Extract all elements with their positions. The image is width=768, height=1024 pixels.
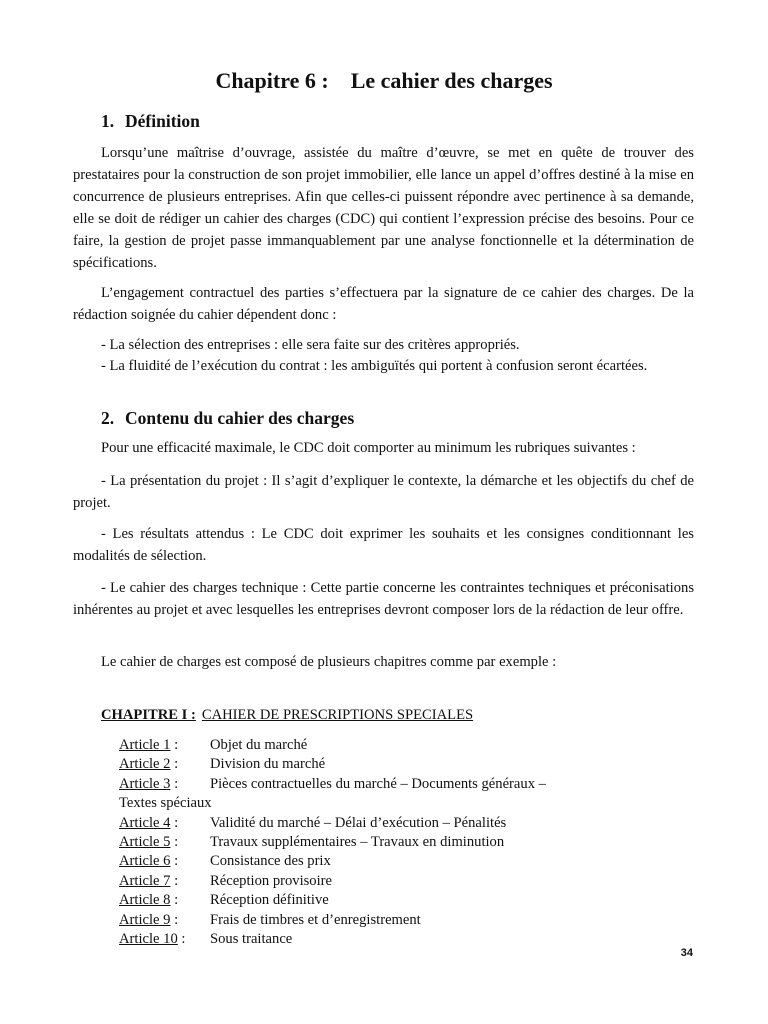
- article-row: Article 10 : Sous traitance: [119, 930, 639, 949]
- section-title: Définition: [125, 111, 200, 131]
- article-row: Article 6 : Consistance des prix: [119, 852, 639, 871]
- article-text: Sous traitance: [210, 930, 293, 947]
- article-continuation: Textes spéciaux: [119, 795, 212, 812]
- article-row: Article 4 : Validité du marché – Délai d’exécution – Pénalités: [119, 814, 639, 833]
- paragraph-chapitres: Le cahier de charges est composé de plusieurs chapitres comme par exemple :: [101, 654, 557, 670]
- paragraph-engagement: L’engagement contractuel des parties s’effectuera par la signature de ce cahier des charges. De la rédaction soignée du cahier dépendent donc :: [73, 285, 694, 323]
- article-text: Objet du marché: [210, 737, 308, 753]
- article-text: Réception provisoire: [210, 872, 332, 889]
- bullet-fluidite: - La fluidité de l’exécution du contrat : les ambiguïtés qui portent à confusion seront écartées.: [101, 358, 648, 374]
- paragraph-definition: Lorsqu’une maîtrise d’ouvrage, assistée du maître d’œuvre, se met en quête de trouver des prestataires pour la construction de son projet immobilier, elle lance un appel d’offres destiné à la mise en concurrence de plusieurs entreprises. Afin que celles-ci puissent répondre avec pertinence à sa demande, elle se doit de rédiger un cahier des charges (CDC) qui contient l’expression précise des besoins. Pour ce faire, la gestion de projet passe immanquablement par une analyse fonctionnelle et la détermination de spécifications.: [73, 145, 694, 271]
- article-text: Division du marché: [210, 756, 326, 773]
- chapter-heading-label: CHAPITRE I :: [101, 707, 196, 723]
- paragraph-intro-contenu: Pour une efficacité maximale, le CDC doit comporter au minimum les rubriques suivantes :: [101, 440, 636, 456]
- article-label: Article 5: [119, 833, 171, 850]
- article-label: Article 10: [119, 930, 178, 947]
- article-text: Pièces contractuelles du marché – Documents généraux –: [210, 775, 546, 792]
- article-text: Frais de timbres et d’enregistrement: [210, 911, 421, 928]
- article-row: Article 2 : Division du marché: [119, 755, 639, 774]
- article-label: Article 7: [119, 872, 171, 889]
- section-heading-definition: [101, 111, 200, 132]
- article-text: Consistance des prix: [210, 853, 331, 870]
- article-row: Article 1 : Objet du marché: [119, 736, 639, 755]
- article-text: Validité du marché – Délai d’exécution – Pénalités: [210, 814, 507, 831]
- page-number: 34: [680, 947, 693, 959]
- chapter-label: Chapitre 6 :: [215, 68, 329, 93]
- article-row: Article 8 : Réception définitive: [119, 891, 639, 910]
- article-row: Article 7 : Réception provisoire: [119, 872, 639, 891]
- paragraph-resultats: - Les résultats attendus : Le CDC doit exprimer les souhaits et les consignes conditionnant les modalités de sélection.: [73, 526, 694, 564]
- chapter-heading-title: CAHIER DE PRESCRIPTIONS SPECIALES: [201, 707, 474, 723]
- section-heading-contenu: [101, 408, 354, 429]
- page-title: [0, 68, 768, 94]
- article-label: Article 1: [119, 737, 171, 753]
- article-label: Article 4: [119, 814, 171, 831]
- section-number: 1.: [101, 111, 115, 131]
- article-label: Article 6: [119, 853, 171, 870]
- article-label: Article 2: [119, 756, 171, 773]
- article-text: Réception définitive: [210, 892, 329, 909]
- article-row: Article 3 : Pièces contractuelles du marché – Documents généraux –: [119, 775, 639, 794]
- chapter-heading: [101, 707, 473, 724]
- bullet-selection: - La sélection des entreprises : elle sera faite sur des critères appropriés.: [101, 337, 520, 353]
- article-label: Article 8: [119, 892, 171, 909]
- article-row: Article 9 : Frais de timbres et d’enregistrement: [119, 911, 639, 930]
- chapter-name: Le cahier des charges: [350, 68, 553, 93]
- section-number: 2.: [101, 408, 115, 428]
- paragraph-technique: - Le cahier des charges technique : Cette partie concerne les contraintes techniques et préconisations inhérentes au projet et avec lesquelles les entreprises devront composer lors de la rédaction de leur offre.: [73, 580, 694, 618]
- article-label: Article 3: [119, 775, 171, 792]
- article-label: Article 9: [119, 911, 171, 928]
- article-list: [119, 736, 639, 949]
- article-row: Article 5 : Travaux supplémentaires – Travaux en diminution: [119, 833, 639, 852]
- section-title: Contenu du cahier des charges: [125, 408, 355, 428]
- article-text: Travaux supplémentaires – Travaux en diminution: [210, 833, 505, 850]
- paragraph-presentation: - La présentation du projet : Il s’agit d’expliquer le contexte, la démarche et les objectifs du chef de projet.: [73, 473, 694, 511]
